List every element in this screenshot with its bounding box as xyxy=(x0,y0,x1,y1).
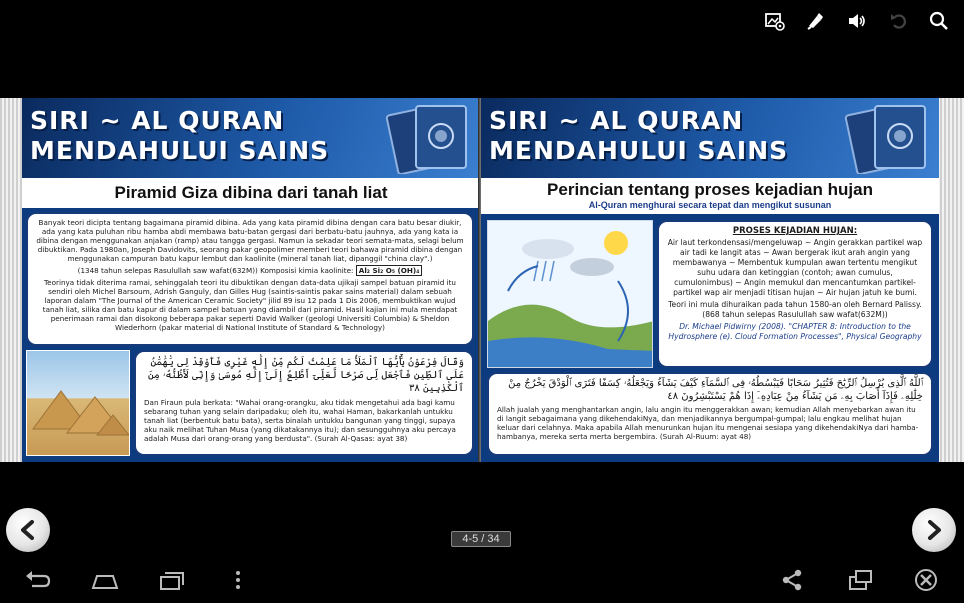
next-page-button[interactable] xyxy=(912,508,956,552)
page-title-text: Perincian tentang proses kejadian hujan xyxy=(547,180,873,199)
page-subtitle: Al-Quran menghurai secara tepat dan mengikut susunan xyxy=(588,200,832,210)
verse-translation: Allah jualah yang menghantarkan angin, lalu angin itu menggerakkan awan; kemudian Allah menyebarkan awan itu di langit sebagaimana yang dikehendakiNya, dan menjadikannya bergumpal-gumpal; lalu engkau melihat hujan keluar dari celahnya. Maka apabila Allah menurunkan hujan itu mengenai sesiapa yang dikehendakiNya dari hamba-hambanya, mereka serta merta bergembira. (Surah Al-Ruum: ayat 48) xyxy=(497,405,919,441)
process-reference: Dr. Michael Pidwirny (2008). "CHAPTER 8: Introduction to the Hydrosphere (e). Cloud Formation Processes", Physical Geography xyxy=(668,322,922,341)
banner-title-line2: MENDAHULUI SAINS xyxy=(30,136,330,165)
page-title xyxy=(481,178,939,214)
share-icon[interactable] xyxy=(776,566,808,594)
recent-apps-icon[interactable] xyxy=(156,566,188,594)
system-navigation-bar xyxy=(0,560,964,603)
chevron-left-icon xyxy=(17,519,39,541)
article-paragraph: Banyak teori dicipta tentang bagaimana piramid dibina. Ada yang kata piramid dibina dengan cara batu besar diukir, ada yang kata puluhan ribu hamba abdi membawa batu-batan gergasi dari berbatu-batu jauhnya, ada yang kata ia dibina dengan menggunakan anjakan (ramp) atau tangga gergasi. Namun ia sekadar teori semata-mata, selagi belum dibuktikan. Pada 1980an, Joseph Davidovits, seorang pakar geopolimer memberi teori bahawa piramid dibina dengan menggunakan campuran batu kapur lembut dan kaolinite (mineral tanah liat, dipanggil "china clay".) xyxy=(36,218,464,263)
undo-icon[interactable] xyxy=(886,8,912,34)
verse-panel xyxy=(134,350,474,456)
banner-title-line1: SIRI ~ AL QURAN xyxy=(30,106,285,135)
process-panel xyxy=(657,220,933,368)
process-history: Teori ini mula dihuraikan pada tahun 1580-an oleh Bernard Palissy. (868 tahun selepas Rasulullah saw wafat(632M)) xyxy=(668,300,922,319)
chemical-formula: Al₂ Si₂ O₅ (OH)₄ xyxy=(356,265,423,276)
quran-book-icon xyxy=(384,102,474,174)
search-icon[interactable] xyxy=(926,8,952,34)
verse-panel xyxy=(487,372,933,456)
volume-icon[interactable] xyxy=(844,8,870,34)
water-cycle-diagram xyxy=(487,220,653,368)
chevron-right-icon xyxy=(923,519,945,541)
home-icon[interactable] xyxy=(89,566,121,594)
pyramids-photo xyxy=(26,350,130,456)
left-page[interactable] xyxy=(22,98,480,462)
book-spread[interactable] xyxy=(0,98,964,462)
highlighter-icon[interactable] xyxy=(802,8,828,34)
close-icon[interactable] xyxy=(910,566,942,594)
page-title: Piramid Giza dibina dari tanah liat xyxy=(22,178,480,208)
process-title: PROSES KEJADIAN HUJAN: xyxy=(732,226,858,236)
menu-icon[interactable] xyxy=(222,566,254,594)
page-stack-right xyxy=(938,98,964,462)
banner-title-line1: SIRI ~ AL QURAN xyxy=(489,106,744,135)
article-paragraph: (1348 tahun selepas Rasulullah saw wafat(632M)) Komposisi kimia kaolinite: xyxy=(77,266,354,275)
page-stack-left xyxy=(0,98,22,462)
page-banner xyxy=(481,98,939,178)
article-paragraph: Teorinya tidak diterima ramai, sehinggalah teori itu dibuktikan dengan data-data ujikaji sampel batuan piramid itu sendiri oleh Michel Barsoum, Adrish Ganguly, dan Gilles Hug (saintis-saintis pakar sains material) dalam sebuah laporan dalam "The Journal of the American Ceramic Society" jilid 89 isu 12 pada 1 Dis 2006, membuktikan wujud tanah liat, silika dan batu kapur di dalam sampel batuan yang diambil dari piramid. Hasil kajian ini mula mendapat penerimaan ramai dan disokong beberapa pakar seperti David Walker (geologi Universiti Columbia) & Sheldon Wiederhorn (pakar material di National Institute of Standard & Technology) xyxy=(42,278,458,332)
window-icon[interactable] xyxy=(844,566,876,594)
top-toolbar xyxy=(0,0,964,40)
back-icon[interactable] xyxy=(22,566,54,594)
verse-translation: Dan Firaun pula berkata: "Wahai orang-orangku, aku tidak mengetahui ada bagi kamu sebarang tuhan yang selain daripadaku; oleh itu, wahai Haman, bakarkanlah untukku tanah liat (berbentuk batu bata), serta binalah untukku bangunan yang tinggi, supaya aku naik melihat Tuhan Musa (yang dikatakannya itu); dan sesungguhnya aku percaya adalah Musa dari orang-orang yang berdusta". (Surah Al-Qasas: ayat 38) xyxy=(144,398,456,443)
quran-book-icon xyxy=(843,102,933,174)
article-panel xyxy=(26,212,474,346)
image-settings-icon[interactable] xyxy=(762,8,788,34)
banner-title-line2: MENDAHULUI SAINS xyxy=(489,136,789,165)
process-description: Air laut terkondensasi/mengeluwap ~ Angin gerakkan partikel wap air tadi ke langit atas ~ Awan bergerak ikut arah angin yang membawanya ~ Membentuk kumpulan awan tertentu mengikut suhu udara dan ketinggian (contoh; awan cumulus, cumulonimbus) ~ Angin memukul dan mencantumkan partikel-partikel wap air menjadi titisan hujan ~ Air hujan jatuh ke bumi. xyxy=(667,238,923,297)
page-banner xyxy=(22,98,480,178)
previous-page-button[interactable] xyxy=(6,508,50,552)
page-indicator: 4-5 / 34 xyxy=(451,531,511,547)
arabic-verse: وَقَالَ فِرْعَوْنُ يَٰٓأَيُّهَا ٱلْمَلَأُ مَا عَلِمْتُ لَكُم مِّنْ إِلَٰهٍ غَيْرِى فَأَوْقِدْ لِى يَٰهَٰمَٰنُ عَلَى ٱلطِّينِ فَٱجْعَل لِّى صَرْحًا لَّعَلِّىٓ أَطَّلِعُ إِلَىٰٓ إِلَٰهِ مُوسَىٰ وَإِنِّى لَأَظُنُّهُۥ مِنَ ٱلْكَٰذِبِينَ ٣٨ xyxy=(147,357,464,394)
arabic-verse: ٱللَّهُ ٱلَّذِى يُرْسِلُ ٱلرِّيَٰحَ فَتُثِيرُ سَحَابًا فَيَبْسُطُهُۥ فِى ٱلسَّمَآءِ كَيْفَ يَشَآءُ وَيَجْعَلُهُۥ كِسَفًا فَتَرَى ٱلْوَدْقَ يَخْرُجُ مِنْ خِلَٰلِهِۦ فَإِذَآ أَصَابَ بِهِۦ مَن يَشَآءُ مِنْ عِبَادِهِۦٓ إِذَا هُمْ يَسْتَبْشِرُونَ ٤٨ xyxy=(508,378,923,402)
right-page[interactable] xyxy=(481,98,939,462)
